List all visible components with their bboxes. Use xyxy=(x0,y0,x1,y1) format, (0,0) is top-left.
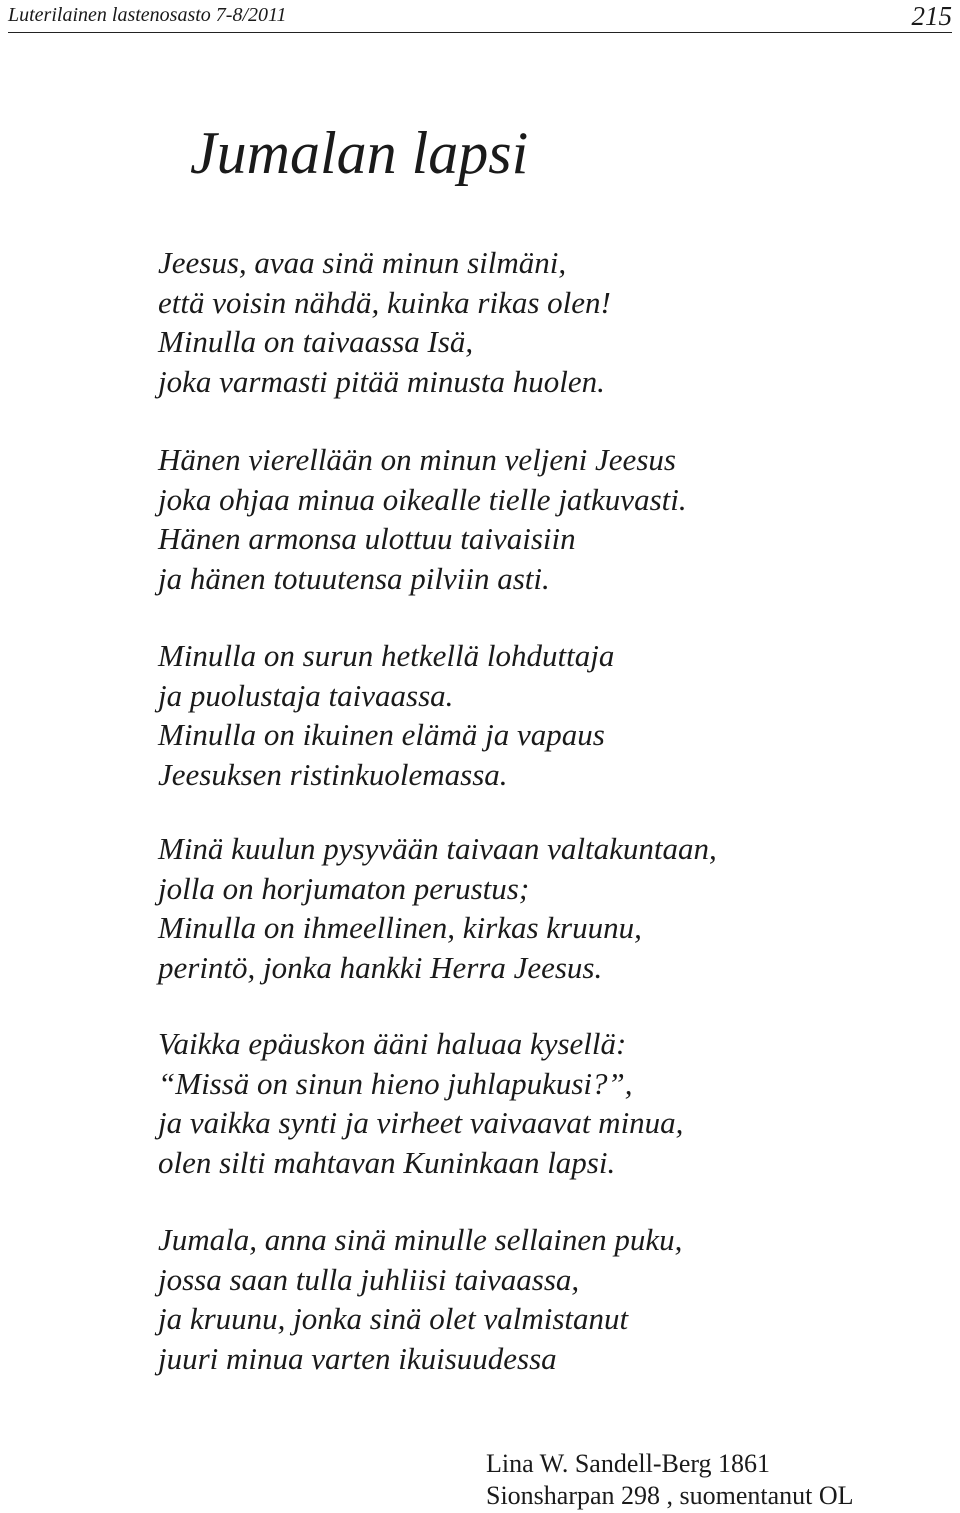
stanza xyxy=(158,243,611,401)
poem-line: jossa saan tulla juhliisi taivaassa, xyxy=(158,1261,580,1297)
stanza xyxy=(158,1220,682,1378)
poem-line: Minä kuulun pysyvään taivaan valtakuntaan, xyxy=(158,831,717,866)
poem-line: Vaikka epäuskon ääni haluaa kysellä: xyxy=(158,1026,627,1061)
poem-line: Minulla on ihmeellinen, kirkas kruunu, xyxy=(158,910,642,945)
poem-line: joka varmasti pitää minusta huolen. xyxy=(158,363,605,399)
poem-title: Jumalan lapsi xyxy=(190,120,529,186)
poem-line: Jeesus, avaa sinä minun silmäni, xyxy=(158,245,567,280)
stanza xyxy=(158,829,717,987)
poem-line: Minulla on ikuinen elämä ja vapaus xyxy=(158,717,605,752)
poem-line: “Missä on sinun hieno juhlapukusi?”, xyxy=(158,1065,633,1101)
poem-line: Hänen vierellään on minun veljeni Jeesus xyxy=(158,442,676,477)
poem-line: Jumala, anna sinä minulle sellainen puku, xyxy=(158,1222,683,1257)
poem-line: jolla on horjumaton perustus; xyxy=(158,870,530,906)
poem-line: ja puolustaja taivaassa. xyxy=(158,677,454,713)
poem-line: joka ohjaa minua oikealle tielle jatkuvasti. xyxy=(158,481,687,517)
stanza xyxy=(158,1024,683,1182)
source-credit: Sionsharpan 298 , suomentanut OL xyxy=(486,1481,854,1510)
stanza xyxy=(158,440,687,598)
stanza xyxy=(158,636,614,794)
poem-line: Hänen armonsa ulottuu taivaisiin xyxy=(158,521,576,556)
poem-line: juuri minua varten ikuisuudessa xyxy=(158,1340,557,1376)
author-credit: Lina W. Sandell-Berg 1861 xyxy=(486,1449,771,1478)
publication-title: Luterilainen lastenosasto 7-8/2011 xyxy=(8,4,287,26)
attribution xyxy=(486,1448,854,1512)
poem-line: ja hänen totuutensa pilviin asti. xyxy=(158,560,550,596)
poem-line: Jeesuksen ristinkuolemassa. xyxy=(158,756,508,792)
poem-line: ja vaikka synti ja virheet vaivaavat minua, xyxy=(158,1105,684,1140)
poem-line: perintö, jonka hankki Herra Jeesus. xyxy=(158,949,603,985)
page-number: 215 xyxy=(911,1,952,31)
poem-line: että voisin nähdä, kuinka rikas olen! xyxy=(158,284,611,320)
poem-line: Minulla on taivaassa Isä, xyxy=(158,324,474,359)
poem-line: ja kruunu, jonka sinä olet valmistanut xyxy=(158,1301,629,1336)
poem-line: Minulla on surun hetkellä lohduttaja xyxy=(158,638,615,673)
poem-line: olen silti mahtavan Kuninkaan lapsi. xyxy=(158,1144,616,1180)
page-header xyxy=(8,0,952,33)
